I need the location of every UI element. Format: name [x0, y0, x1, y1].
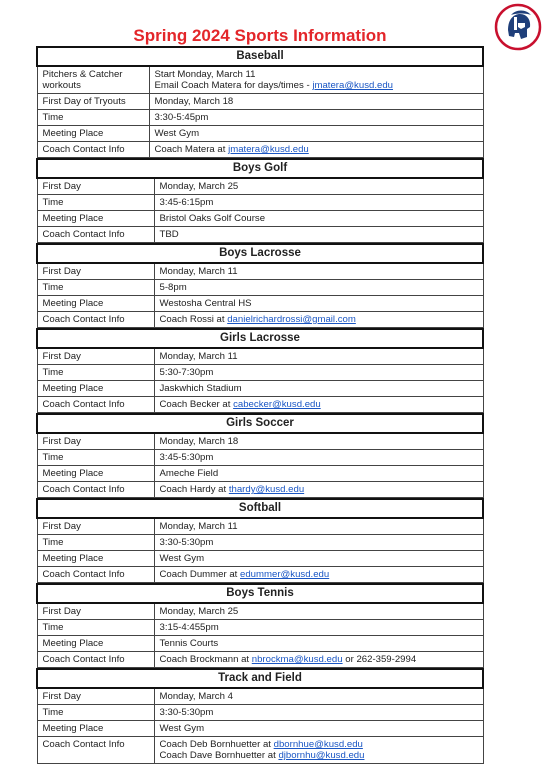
- row-value: [149, 126, 483, 142]
- value-line: [155, 112, 478, 123]
- value-line: [160, 367, 478, 378]
- row-label: Time: [37, 535, 154, 551]
- table-row: [37, 433, 483, 450]
- row-value: [149, 110, 483, 126]
- row-label: Coach Contact Info: [37, 142, 149, 158]
- table-row: [37, 518, 483, 535]
- value-line: [160, 229, 478, 240]
- value-line: [160, 383, 478, 394]
- value-text: 3:45-5:30pm: [159, 452, 214, 463]
- row-value: [154, 636, 483, 652]
- section-table: [36, 668, 484, 764]
- email-link[interactable]: thardy@kusd.edu: [228, 484, 305, 495]
- row-value: [154, 312, 483, 328]
- table-row: [37, 482, 483, 498]
- page-title: Spring 2024 Sports Information: [133, 26, 387, 45]
- table-row: [37, 535, 483, 551]
- value-line: [160, 654, 478, 665]
- email-link[interactable]: nbrockma@kusd.edu: [251, 654, 343, 665]
- value-line: [160, 468, 478, 479]
- value-line: [160, 521, 478, 532]
- row-label: First Day: [37, 688, 154, 705]
- value-text: Coach Dave Bornhuetter at: [159, 750, 279, 761]
- table-row: [37, 466, 483, 482]
- row-label: Coach Contact Info: [37, 397, 154, 413]
- row-value: [154, 466, 483, 482]
- value-text: Westosha Central HS: [159, 298, 252, 309]
- value-line: [160, 266, 478, 277]
- table-row: [37, 397, 483, 413]
- value-text: Monday, March 25: [159, 181, 239, 192]
- row-label: First Day: [37, 178, 154, 195]
- value-text: Ameche Field: [159, 468, 219, 479]
- section-header: Boys Lacrosse: [37, 244, 483, 263]
- section-header: Softball: [37, 499, 483, 518]
- section-table: [36, 46, 484, 158]
- value-text: 3:30-5:45pm: [154, 112, 209, 123]
- row-value: [154, 518, 483, 535]
- phone-text: or 262-359-2994: [342, 654, 417, 665]
- value-text: TBD: [159, 229, 179, 240]
- email-link[interactable]: jmatera@kusd.edu: [228, 144, 309, 155]
- value-text: West Gym: [159, 723, 205, 734]
- table-row: [37, 280, 483, 296]
- table-row: [37, 688, 483, 705]
- section-table: [36, 498, 484, 583]
- row-value: [154, 195, 483, 211]
- row-value: [154, 535, 483, 551]
- row-label: First Day: [37, 603, 154, 620]
- table-row: [37, 620, 483, 636]
- value-line: [160, 436, 478, 447]
- value-text: Monday, March 11: [159, 521, 238, 532]
- value-line: [160, 553, 478, 564]
- row-label: Coach Contact Info: [37, 652, 154, 668]
- value-line: [160, 213, 478, 224]
- value-line: [155, 69, 478, 80]
- value-text: Monday, March 18: [159, 436, 239, 447]
- table-row: [37, 652, 483, 668]
- value-text: Monday, March 4: [159, 691, 233, 702]
- row-value: [154, 482, 483, 498]
- value-text: 3:30-5:30pm: [159, 707, 214, 718]
- table-row: [37, 551, 483, 567]
- value-line: [160, 569, 478, 580]
- row-value: [154, 705, 483, 721]
- row-value: [149, 142, 483, 158]
- value-text: 5:30-7:30pm: [159, 367, 214, 378]
- value-line: [160, 739, 478, 750]
- row-value: [154, 450, 483, 466]
- row-label: Time: [37, 365, 154, 381]
- value-line: [155, 96, 478, 107]
- value-text: 5-8pm: [159, 282, 187, 293]
- value-text: Coach Deb Bornhuetter at: [159, 739, 274, 750]
- row-label: Time: [37, 195, 154, 211]
- value-line: [160, 181, 478, 192]
- row-label: Pitchers & Catcher workouts: [37, 66, 149, 94]
- value-text: Monday, March 11: [159, 266, 238, 277]
- row-value: [154, 688, 483, 705]
- row-value: [154, 620, 483, 636]
- row-label: Meeting Place: [37, 211, 154, 227]
- row-value: [154, 211, 483, 227]
- row-label: Meeting Place: [37, 126, 149, 142]
- row-value: [154, 603, 483, 620]
- value-text: Jaskwhich Stadium: [159, 383, 242, 394]
- value-text: Monday, March 18: [154, 96, 234, 107]
- row-label: Coach Contact Info: [37, 227, 154, 243]
- value-line: [160, 298, 478, 309]
- row-label: First Day: [37, 433, 154, 450]
- email-link[interactable]: edummer@kusd.edu: [240, 569, 330, 580]
- value-text: West Gym: [154, 128, 200, 139]
- row-value: [154, 280, 483, 296]
- value-line: [155, 144, 478, 155]
- row-value: [149, 94, 483, 110]
- value-text: Coach Dummer at: [159, 569, 241, 580]
- section-header: Girls Lacrosse: [37, 329, 483, 348]
- table-row: [37, 178, 483, 195]
- value-text: Coach Hardy at: [159, 484, 229, 495]
- row-value: [154, 178, 483, 195]
- row-value: [154, 227, 483, 243]
- email-link[interactable]: jmatera@kusd.edu: [312, 80, 393, 91]
- email-link[interactable]: danielrichardrossi@gmail.com: [227, 314, 356, 325]
- table-row: [37, 66, 483, 94]
- row-value: [154, 381, 483, 397]
- row-label: Meeting Place: [37, 381, 154, 397]
- row-label: Coach Contact Info: [37, 737, 154, 764]
- table-row: [37, 312, 483, 328]
- row-label: First Day of Tryouts: [37, 94, 149, 110]
- row-label: First Day: [37, 263, 154, 280]
- value-line: [155, 80, 478, 91]
- email-link[interactable]: cabecker@kusd.edu: [233, 399, 321, 410]
- row-value: [154, 721, 483, 737]
- row-label: Time: [37, 705, 154, 721]
- value-text: 3:15-4:455pm: [159, 622, 219, 633]
- table-row: [37, 705, 483, 721]
- row-label: First Day: [37, 518, 154, 535]
- row-label: Coach Contact Info: [37, 312, 154, 328]
- value-text: Coach Matera at: [154, 144, 229, 155]
- table-row: [37, 94, 483, 110]
- row-value: [154, 365, 483, 381]
- table-row: [37, 636, 483, 652]
- table-row: [37, 721, 483, 737]
- row-label: Time: [37, 620, 154, 636]
- table-row: [37, 365, 483, 381]
- table-row: [37, 348, 483, 365]
- value-text: Monday, March 11: [159, 351, 238, 362]
- email-link[interactable]: dbornhue@kusd.edu: [273, 739, 363, 750]
- row-label: Meeting Place: [37, 551, 154, 567]
- value-text: Coach Becker at: [159, 399, 234, 410]
- table-row: [37, 567, 483, 583]
- row-value: [154, 296, 483, 312]
- section-table: [36, 583, 484, 668]
- table-row: [37, 381, 483, 397]
- table-row: [37, 126, 483, 142]
- row-label: First Day: [37, 348, 154, 365]
- value-line: [155, 128, 478, 139]
- value-line: [160, 638, 478, 649]
- row-label: Coach Contact Info: [37, 482, 154, 498]
- section-table: [36, 328, 484, 413]
- value-text: 3:30-5:30pm: [159, 537, 214, 548]
- section-table: [36, 243, 484, 328]
- value-text: Start Monday, March 11: [154, 69, 256, 80]
- section-header: Boys Tennis: [37, 584, 483, 603]
- value-text: Coach Rossi at: [159, 314, 228, 325]
- row-value: [149, 66, 483, 94]
- value-line: [160, 707, 478, 718]
- sports-info-document: [36, 46, 484, 764]
- value-line: [160, 351, 478, 362]
- value-line: [160, 452, 478, 463]
- row-value: [154, 551, 483, 567]
- row-label: Meeting Place: [37, 636, 154, 652]
- value-text: Bristol Oaks Golf Course: [159, 213, 266, 224]
- value-text: Email Coach Matera for days/times -: [154, 80, 313, 91]
- table-row: [37, 737, 483, 764]
- row-value: [154, 567, 483, 583]
- table-row: [37, 211, 483, 227]
- value-line: [160, 723, 478, 734]
- row-label: Coach Contact Info: [37, 567, 154, 583]
- row-label: Time: [37, 280, 154, 296]
- table-row: [37, 227, 483, 243]
- section-table: [36, 158, 484, 243]
- value-text: Tennis Courts: [159, 638, 219, 649]
- row-label: Meeting Place: [37, 296, 154, 312]
- table-row: [37, 195, 483, 211]
- value-text: Coach Brockmann at: [159, 654, 252, 665]
- table-row: [37, 110, 483, 126]
- section-header: Baseball: [37, 47, 483, 66]
- table-row: [37, 603, 483, 620]
- section-header: Track and Field: [37, 669, 483, 688]
- row-value: [154, 263, 483, 280]
- row-label: Time: [37, 110, 149, 126]
- row-value: [154, 397, 483, 413]
- value-text: 3:45-6:15pm: [159, 197, 214, 208]
- value-line: [160, 314, 478, 325]
- table-row: [37, 142, 483, 158]
- value-line: [160, 606, 478, 617]
- row-label: Time: [37, 450, 154, 466]
- table-row: [37, 263, 483, 280]
- email-link[interactable]: djbornhu@kusd.edu: [278, 750, 365, 761]
- value-line: [160, 197, 478, 208]
- value-text: Monday, March 25: [159, 606, 239, 617]
- value-text: West Gym: [159, 553, 205, 564]
- section-table: [36, 413, 484, 498]
- row-value: [154, 652, 483, 668]
- row-value: [154, 348, 483, 365]
- value-line: [160, 537, 478, 548]
- spartan-helmet-logo-icon: [494, 3, 542, 51]
- row-value: [154, 737, 483, 764]
- value-line: [160, 691, 478, 702]
- section-header: Girls Soccer: [37, 414, 483, 433]
- value-line: [160, 622, 478, 633]
- value-line: [160, 750, 478, 761]
- row-value: [154, 433, 483, 450]
- row-label: Meeting Place: [37, 721, 154, 737]
- section-header: Boys Golf: [37, 159, 483, 178]
- row-label: Meeting Place: [37, 466, 154, 482]
- table-row: [37, 450, 483, 466]
- value-line: [160, 399, 478, 410]
- value-line: [160, 282, 478, 293]
- value-line: [160, 484, 478, 495]
- table-row: [37, 296, 483, 312]
